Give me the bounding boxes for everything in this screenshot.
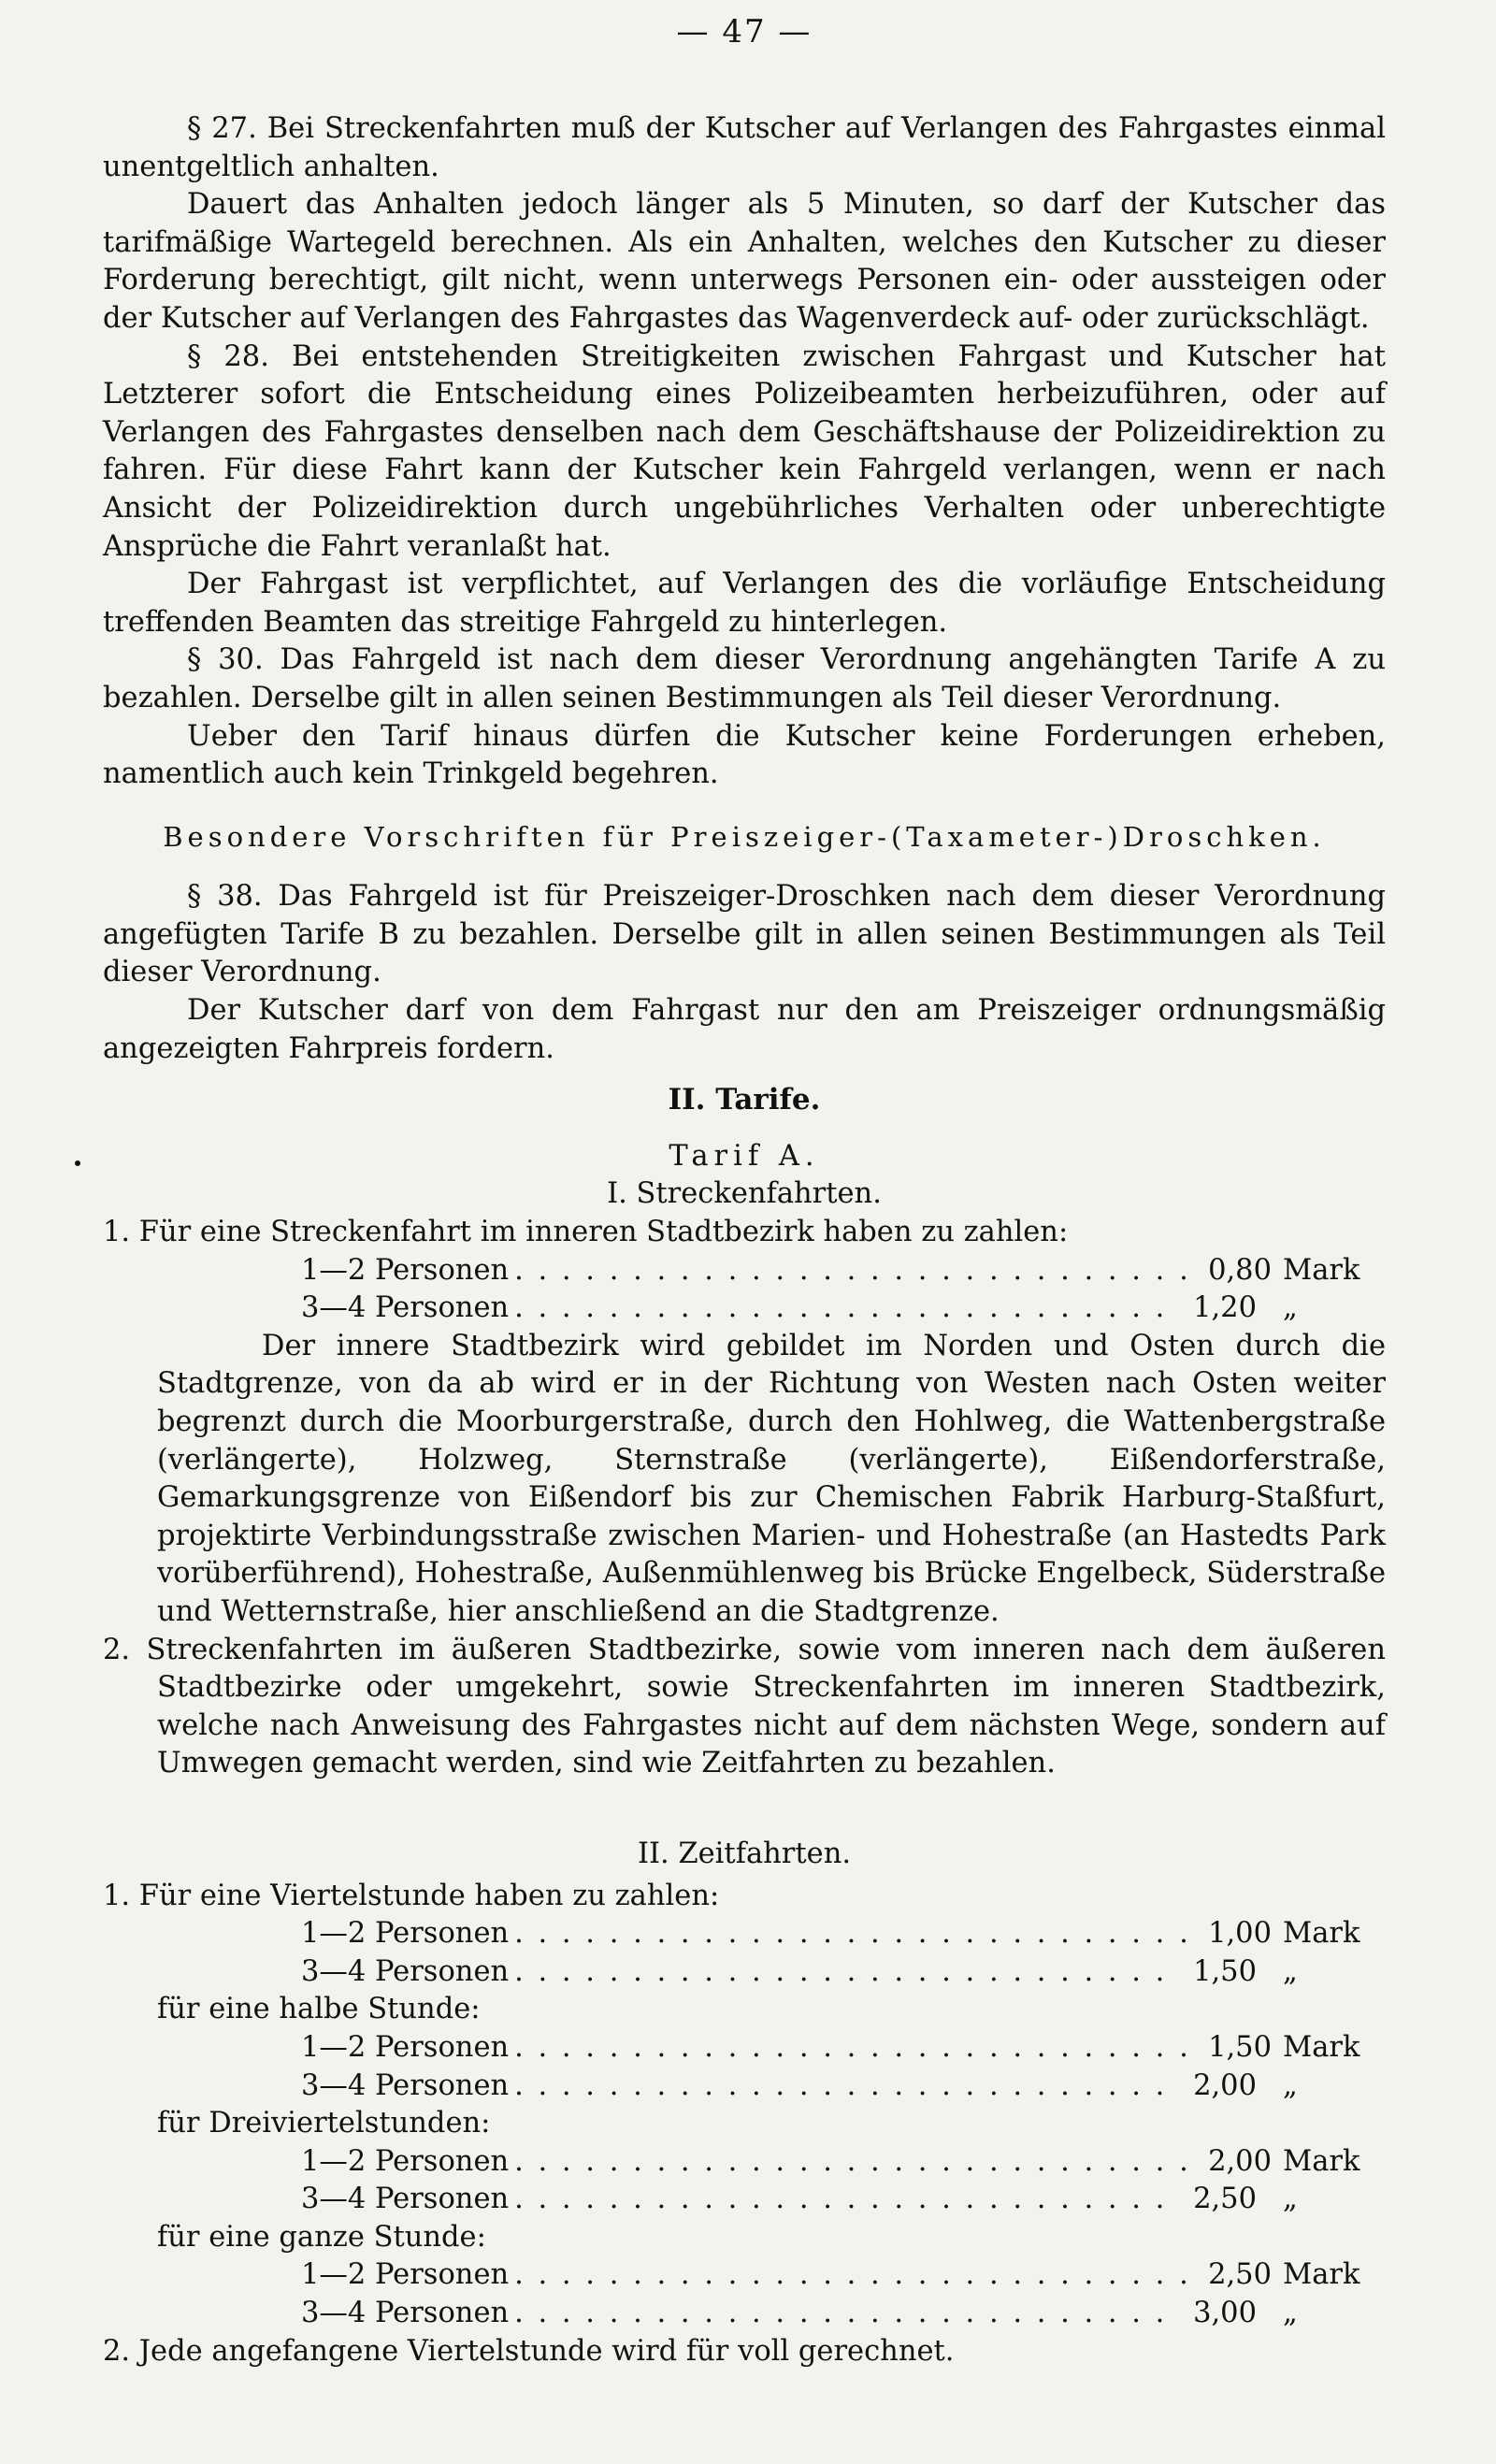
price-row-label: 3—4 Personen: [301, 2068, 510, 2102]
price-row: [103, 1915, 1386, 1953]
price-row: [103, 1953, 1386, 1992]
price-row-label: 1—2 Personen: [301, 2258, 510, 2292]
heading-zeitfahrten: II. Zeitfahrten.: [637, 1837, 852, 1870]
price-row: [103, 2256, 1386, 2295]
price-row-amount: 1,50: [1193, 1954, 1257, 1988]
leader-dots: [514, 2181, 1171, 2219]
price-row-amount: 1,00: [1208, 1917, 1272, 1951]
heading-special-rules: Besondere Vorschriften für Preiszeiger-(Taxameter-)Droschken.: [163, 820, 1326, 853]
zeit-item-2: 2. Jede angefangene Viertelstunde wird für voll gerechnet.: [103, 2334, 955, 2368]
paragraph-30a: § 30. Das Fahrgeld ist nach dem dieser Verordnung angehängten Tarife A zu bezahlen. Derselbe gilt in allen seinen Bestimmungen als Teil dieser Verordnung.: [103, 643, 1386, 714]
price-row: [103, 2295, 1386, 2333]
price-row: [103, 2181, 1386, 2219]
heading-streckenfahrten: I. Streckenfahrten.: [607, 1177, 882, 1211]
price-row-label: 3—4 Personen: [301, 2297, 510, 2330]
strecken-price-table: [103, 1252, 1386, 1328]
zeit-group-title: für Dreiviertelstunden:: [157, 2107, 491, 2140]
price-row-label: 3—4 Personen: [301, 1291, 510, 1325]
price-row-label: 1—2 Personen: [301, 1253, 510, 1287]
price-row-amount: 0,80: [1208, 1253, 1272, 1287]
price-row-label: 1—2 Personen: [301, 2030, 510, 2064]
price-row-label: 3—4 Personen: [301, 2183, 510, 2216]
leader-dots: [514, 1915, 1186, 1953]
leader-dots: [514, 2068, 1171, 2106]
paragraph-28b: Der Fahrgast ist verpflichtet, auf Verlangen des die vorläufige Entscheidung treffenden Beamten das streitige Fahrgeld zu hinterlegen.: [103, 568, 1386, 639]
price-row-label: 1—2 Personen: [301, 1917, 510, 1951]
price-row-unit: „: [1283, 1954, 1298, 1988]
price-row-label: 1—2 Personen: [301, 2144, 510, 2178]
price-row-unit: Mark: [1283, 2144, 1360, 2178]
paragraph-27b: Dauert das Anhalten jedoch länger als 5 Minuten, so darf der Kutscher das tarifmäßige Wartegeld berechnen. Als ein Anhalten, welches den Kutscher zu dieser Forderung berechtigt, gilt nicht, wenn unterwegs Personen ein- oder aussteigen oder der Kutscher auf Verlangen des Fahrgastes das Wagenverdeck auf- oder zurückschlägt.: [103, 188, 1386, 335]
zeit-group-title: für eine halbe Stunde:: [157, 1993, 481, 2026]
strecken-description: Der innere Stadtbezirk wird gebildet im Norden und Osten durch die Stadtgrenze, von da ab wird er in der Richtung von Westen nach Osten weiter begrenzt durch die Moorburgerstraße, durch den Hohlweg, die Wattenbergstraße (verlängerte), Holzweg, Sternstraße (verlängerte), Eißendorferstraße, Gemarkungsgrenze von Eißendorf bis zur Chemischen Fabrik Harburg-Staßfurt, projektirte Verbindungsstraße zwischen Marien- und Hohestraße (an Hastedts Park vorüberführend), Hohestraße, Außenmühlenweg bis Brücke Engelbeck, Süderstraße und Wetternstraße, hier anschließend an die Stadtgrenze.: [157, 1329, 1386, 1628]
leader-dots: [514, 1252, 1186, 1290]
price-row-unit: „: [1283, 1291, 1298, 1325]
price-row-amount: 3,00: [1193, 2297, 1257, 2330]
heading-tarif-a: Tarif A.: [669, 1139, 820, 1173]
price-row-unit: Mark: [1283, 2030, 1360, 2064]
price-row: [103, 1290, 1386, 1328]
price-row-unit: Mark: [1283, 1917, 1360, 1951]
paragraph-38a: § 38. Das Fahrgeld ist für Preiszeiger-Droschken nach dem dieser Verordnung angefügten Tarife B zu bezahlen. Derselbe gilt in allen seinen Bestimmungen als Teil dieser Verordnung.: [103, 880, 1386, 989]
page-number: — 47 —: [676, 13, 813, 50]
paragraph-27a: § 27. Bei Streckenfahrten muß der Kutscher auf Verlangen des Fahrgastes einmal unentgeltlich anhalten.: [103, 112, 1386, 183]
price-row-label: 3—4 Personen: [301, 1954, 510, 1988]
price-row: [103, 2143, 1386, 2182]
price-row-unit: Mark: [1283, 2258, 1360, 2292]
leader-dots: [514, 2029, 1186, 2068]
price-row-amount: 2,00: [1208, 2144, 1272, 2178]
price-row-unit: „: [1283, 2183, 1298, 2216]
strecken-item-2: 2. Streckenfahrten im äußeren Stadtbezirke, sowie vom inneren nach dem äußeren Stadtbezirke oder umgekehrt, sowie Streckenfahrten im inneren Stadtbezirk, welche nach Anweisung des Fahrgastes nicht auf dem nächsten Wege, sondern auf Umwegen gemacht werden, sind wie Zeitfahrten zu bezahlen.: [103, 1633, 1386, 1780]
zeit-price-table: [103, 1915, 1386, 2333]
leader-dots: [514, 2295, 1171, 2333]
strecken-item-1: 1. Für eine Streckenfahrt im inneren Stadtbezirk haben zu zahlen:: [103, 1216, 1069, 1249]
paragraph-28a: § 28. Bei entstehenden Streitigkeiten zwischen Fahrgast und Kutscher hat Letzterer sofort die Entscheidung eines Polizeibeamten herbeizuführen, oder auf Verlangen des Fahrgastes denselben nach dem Geschäftshause der Polizeidirektion zu fahren. Für diese Fahrt kann der Kutscher kein Fahrgeld verlangen, wenn er nach Ansicht der Polizeidirektion durch ungebührliches Verhalten oder unberechtigte Ansprüche die Fahrt veranlaßt hat.: [103, 339, 1386, 563]
price-row: [103, 1252, 1386, 1290]
heading-tarife: II. Tarife.: [668, 1083, 821, 1117]
leader-dots: [514, 1953, 1171, 1992]
price-row-unit: „: [1283, 2297, 1298, 2330]
price-row: [103, 2029, 1386, 2068]
paragraph-30b: Ueber den Tarif hinaus dürfen die Kutscher keine Forderungen erheben, namentlich auch kein Trinkgeld begehren.: [103, 719, 1386, 791]
price-row-unit: Mark: [1283, 1253, 1360, 1287]
zeit-group-title: für eine ganze Stunde:: [157, 2220, 486, 2254]
price-row-unit: „: [1283, 2068, 1298, 2102]
price-row-amount: 2,50: [1208, 2258, 1272, 2292]
price-row-amount: 2,50: [1193, 2183, 1257, 2216]
price-row-amount: 2,00: [1193, 2068, 1257, 2102]
paragraph-38b: Der Kutscher darf von dem Fahrgast nur den am Preiszeiger ordnungsmäßig angezeigten Fahrpreis fordern.: [103, 994, 1386, 1065]
margin-dot: [75, 1160, 80, 1166]
leader-dots: [514, 1290, 1171, 1328]
price-row: [103, 2068, 1386, 2106]
zeit-item-1: 1. Für eine Viertelstunde haben zu zahlen:: [103, 1879, 720, 1912]
leader-dots: [514, 2256, 1186, 2295]
price-row-amount: 1,20: [1193, 1291, 1257, 1325]
price-row-amount: 1,50: [1208, 2030, 1272, 2064]
leader-dots: [514, 2143, 1186, 2182]
